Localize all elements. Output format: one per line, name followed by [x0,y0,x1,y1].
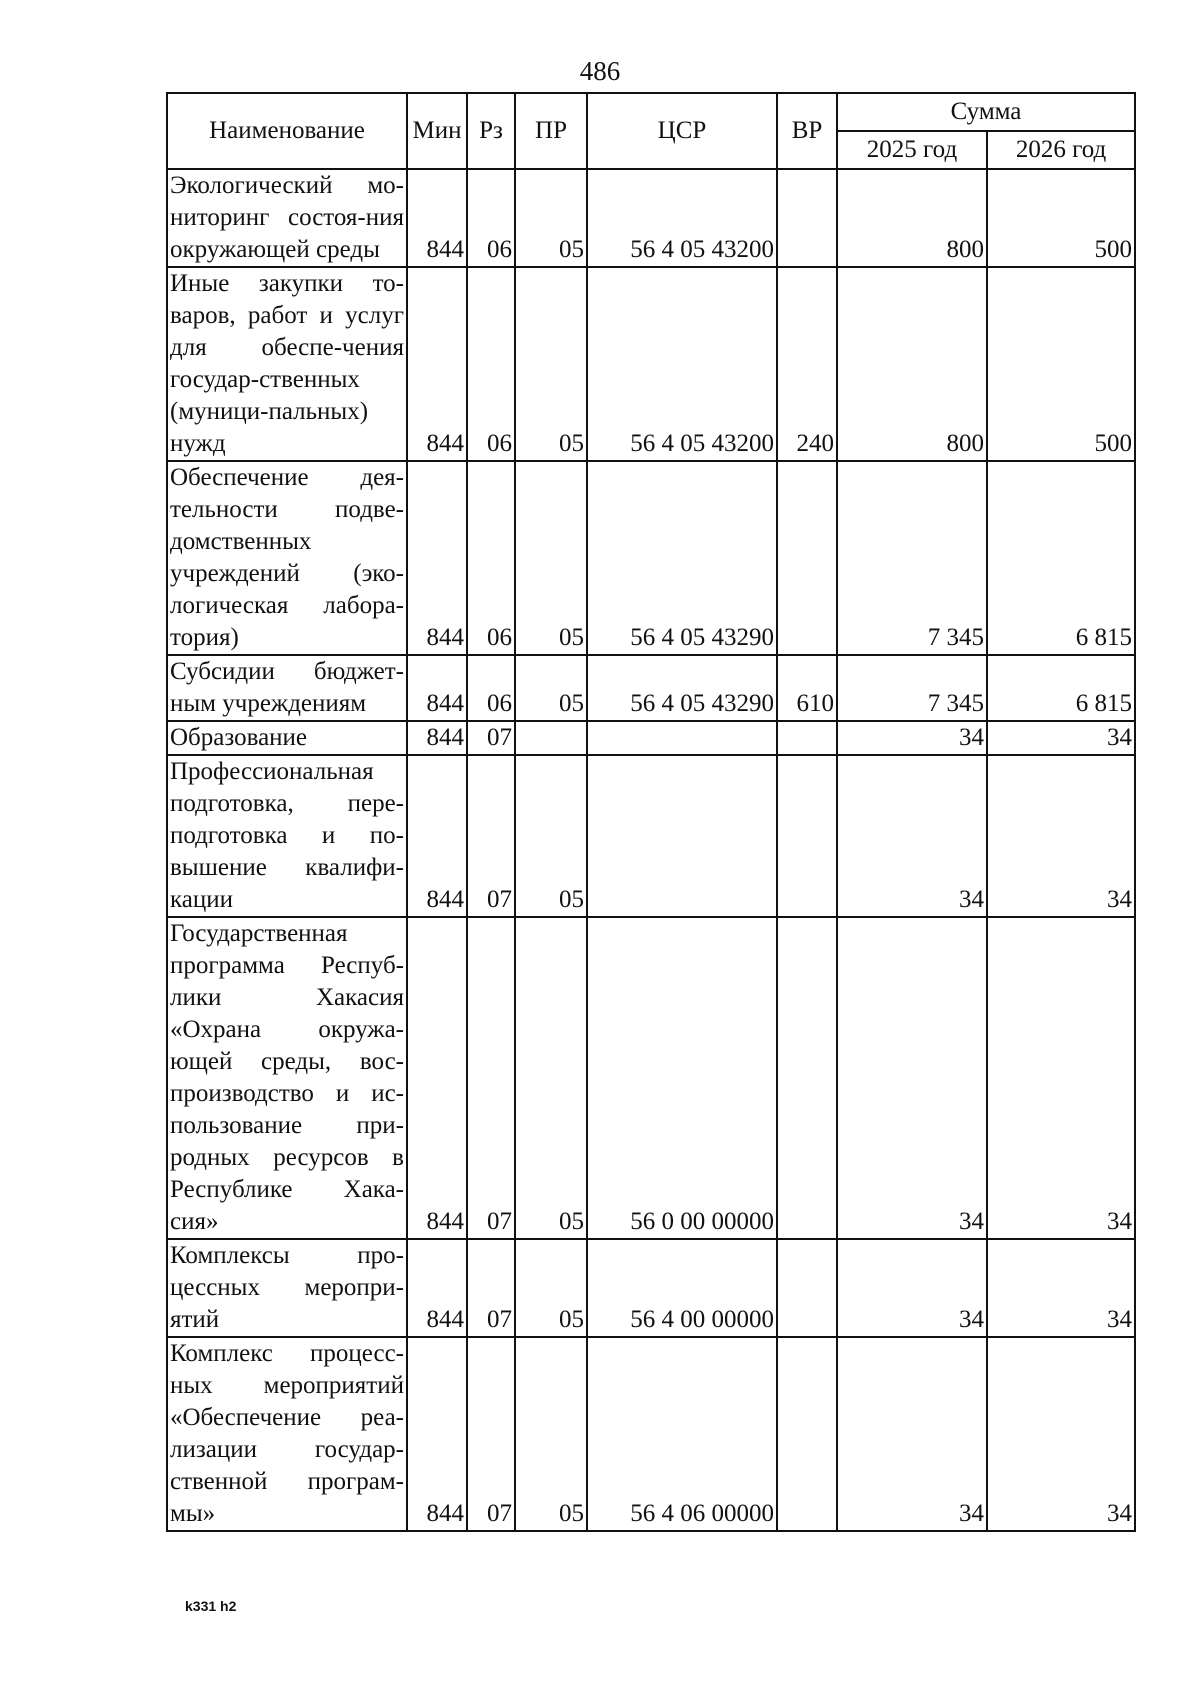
row-min: 844 [407,267,467,461]
row-name: Иные закупки то-варов, работ и услуг для обеспе-чения государ-ственных (муници-пальных) нужд [167,267,407,461]
row-csr: 56 4 00 00000 [587,1239,777,1337]
row-csr: 56 4 05 43200 [587,169,777,267]
row-rz: 07 [467,721,515,755]
row-vr [777,1239,837,1337]
row-name: Государственная программа Респуб-лики Хакасия «Охрана окружа-ющей среды, вос-производство и ис-пользование при-родных ресурсов в Республике Хака-сия» [167,917,407,1239]
row-rz: 07 [467,917,515,1239]
row-sum-2025: 34 [837,721,987,755]
row-name: Комплекс процесс-ных мероприятий «Обеспечение реа-лизации государ-ственной програм-мы» [167,1337,407,1531]
row-min: 844 [407,721,467,755]
row-sum-2025: 34 [837,1337,987,1531]
table-row [167,655,1135,721]
header-year-2025: 2025 год [837,131,987,169]
row-name: Экологический мо-ниторинг состоя-ния окружающей среды [167,169,407,267]
row-sum-2025: 34 [837,755,987,917]
header-year-2026: 2026 год [987,131,1135,169]
table-row [167,755,1135,917]
header-vr: ВР [777,93,837,169]
row-name: Образование [167,721,407,755]
row-sum-2026: 6 815 [987,461,1135,655]
row-sum-2025: 34 [837,917,987,1239]
header-rz: Рз [467,93,515,169]
row-rz: 06 [467,655,515,721]
row-pr: 05 [515,917,587,1239]
row-sum-2026: 500 [987,169,1135,267]
row-sum-2026: 500 [987,267,1135,461]
header-pr: ПР [515,93,587,169]
row-name: Обеспечение дея-тельности подве-домственных учреждений (эко-логическая лабора-тория) [167,461,407,655]
row-vr [777,169,837,267]
row-min: 844 [407,917,467,1239]
row-csr: 56 0 00 00000 [587,917,777,1239]
row-rz: 07 [467,1337,515,1531]
row-min: 844 [407,1337,467,1531]
header-csr: ЦСР [587,93,777,169]
row-rz: 06 [467,267,515,461]
row-sum-2025: 34 [837,1239,987,1337]
row-name: Комплексы про-цессных меропри-ятий [167,1239,407,1337]
row-csr: 56 4 05 43290 [587,655,777,721]
row-name: Профессиональная подготовка, пере-подготовка и по-вышение квалифи-кации [167,755,407,917]
row-pr: 05 [515,1239,587,1337]
row-sum-2025: 7 345 [837,461,987,655]
row-sum-2026: 34 [987,1239,1135,1337]
row-pr: 05 [515,267,587,461]
row-vr [777,1337,837,1531]
row-min: 844 [407,755,467,917]
header-sum: Сумма [837,93,1135,131]
row-sum-2026: 34 [987,1337,1135,1531]
row-rz: 06 [467,461,515,655]
row-csr: 56 4 05 43290 [587,461,777,655]
row-vr: 610 [777,655,837,721]
row-sum-2025: 800 [837,267,987,461]
budget-table [166,92,1136,1532]
table-row [167,267,1135,461]
row-pr: 05 [515,755,587,917]
row-sum-2026: 34 [987,721,1135,755]
row-vr: 240 [777,267,837,461]
row-pr: 05 [515,461,587,655]
row-csr [587,755,777,917]
row-sum-2026: 34 [987,917,1135,1239]
row-min: 844 [407,461,467,655]
row-csr: 56 4 06 00000 [587,1337,777,1531]
row-sum-2025: 7 345 [837,655,987,721]
header-name: Наименование [167,93,407,169]
table-row [167,1337,1135,1531]
row-vr [777,461,837,655]
row-min: 844 [407,1239,467,1337]
row-rz: 06 [467,169,515,267]
row-vr [777,755,837,917]
header-min: Мин [407,93,467,169]
row-csr [587,721,777,755]
row-sum-2025: 800 [837,169,987,267]
row-sum-2026: 6 815 [987,655,1135,721]
table-row [167,461,1135,655]
row-min: 844 [407,655,467,721]
page-number: 486 [579,56,621,86]
row-name: Субсидии бюджет-ным учреждениям [167,655,407,721]
row-rz: 07 [467,755,515,917]
row-csr: 56 4 05 43200 [587,267,777,461]
table-row [167,917,1135,1239]
row-pr: 05 [515,169,587,267]
table-row [167,1239,1135,1337]
table-row [167,169,1135,267]
footer-code: k331 h2 [185,1598,237,1614]
row-vr [777,721,837,755]
row-rz: 07 [467,1239,515,1337]
row-min: 844 [407,169,467,267]
row-pr: 05 [515,655,587,721]
row-pr: 05 [515,1337,587,1531]
row-sum-2026: 34 [987,755,1135,917]
row-vr [777,917,837,1239]
row-pr [515,721,587,755]
table-row [167,721,1135,755]
